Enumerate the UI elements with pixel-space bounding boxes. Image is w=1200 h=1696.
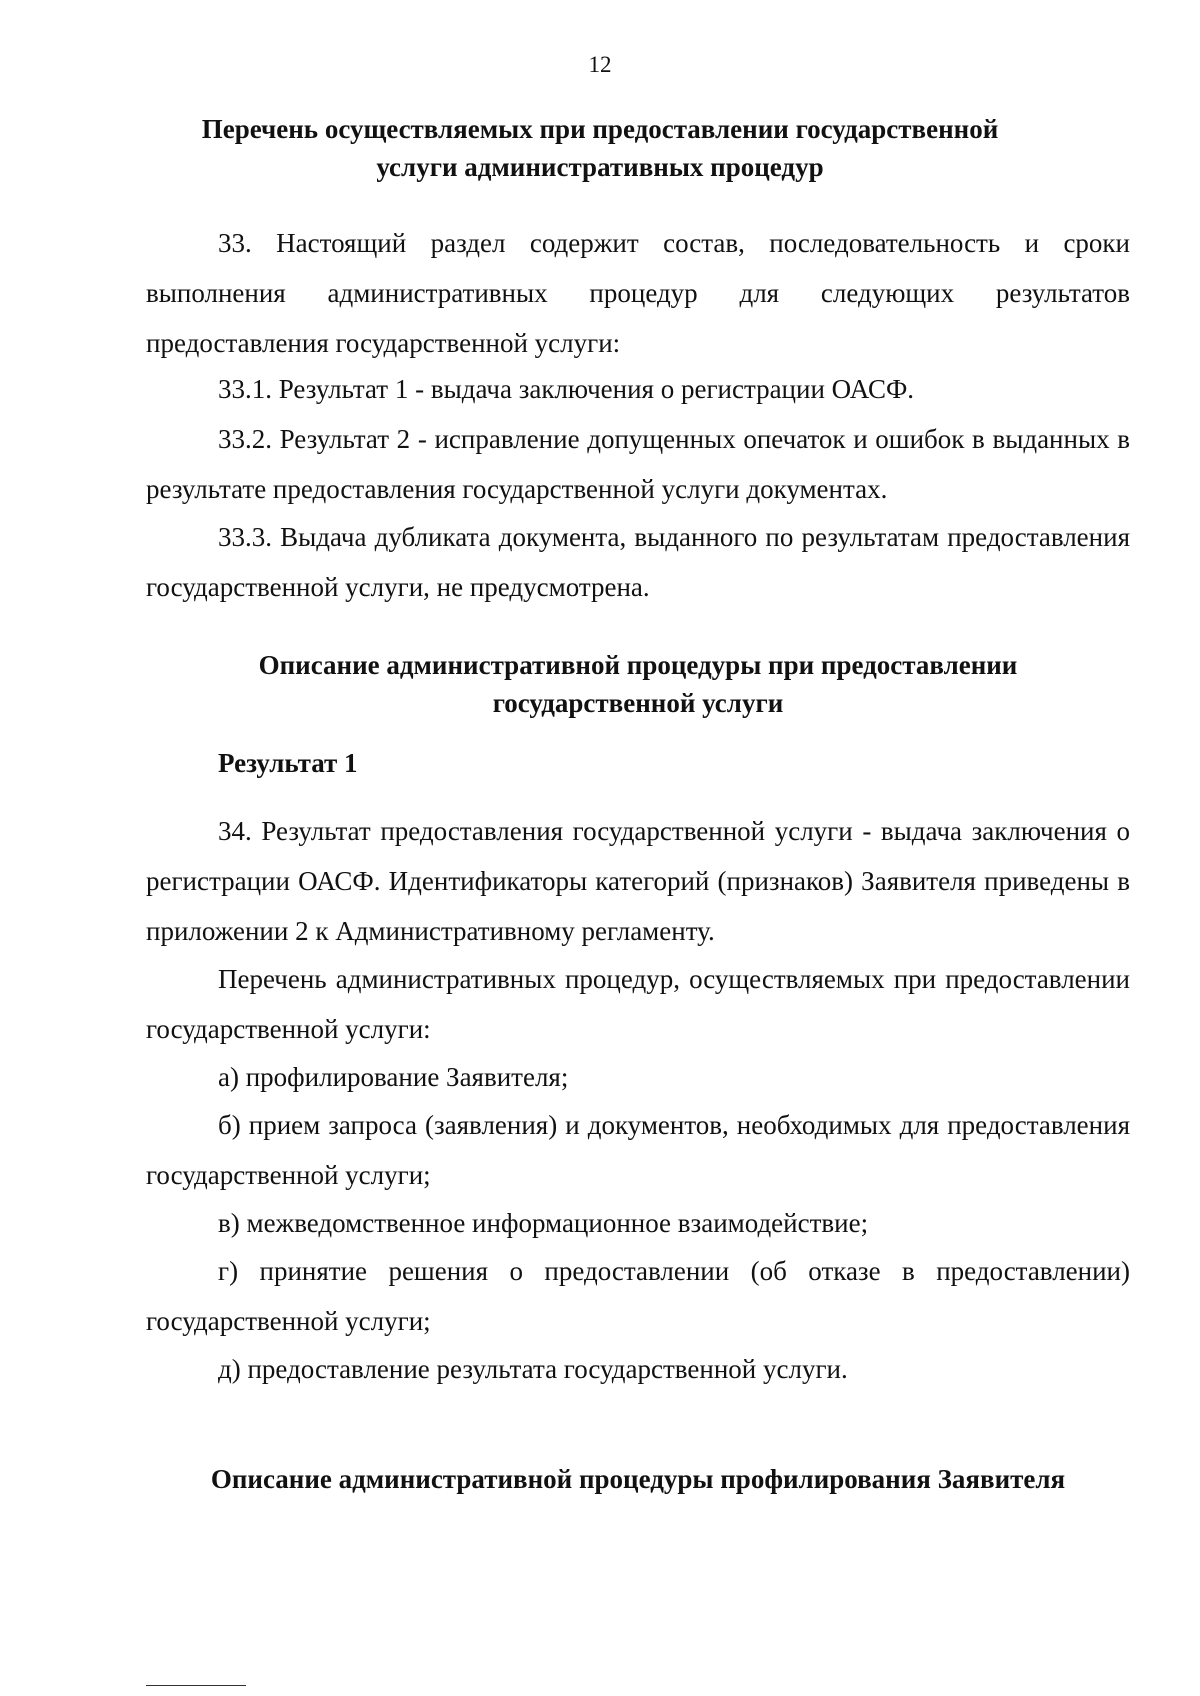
paragraph-procedures-list: Перечень административных процедур, осуществляемых при предоставлении государственной услуги: [146,964,1130,1044]
paragraph-34: 34. Результат предоставления государственной услуги - выдача заключения о регистрации ОАСФ. Идентификаторы категорий (признаков) Заявителя приведены в приложении 2 к Административному регламенту. [146,816,1130,946]
heading-line: услуги административных процедур [376,152,824,182]
subheading-result-1: Результат 1 [218,748,358,778]
paragraph-33: 33. Настоящий раздел содержит состав, последовательность и сроки выполнения административных процедур для следующих результатов предоставления государственной услуги: [146,228,1130,358]
page-number: 12 [588,52,612,77]
heading-line: Перечень осуществляемых при предоставлении государственной [201,114,999,144]
footer-rule [146,1685,246,1686]
section-heading-procedure-description [146,646,1130,722]
list-item-b: б) прием запроса (заявления) и документов, необходимых для предоставления государственной услуги; [146,1110,1130,1190]
list-item-a: а) профилирование Заявителя; [218,1062,569,1092]
paragraph-33-1: 33.1. Результат 1 - выдача заключения о регистрации ОАСФ. [218,374,915,404]
paragraph-33-2: 33.2. Результат 2 - исправление допущенных опечаток и ошибок в выданных в результате предоставления государственной услуги документах. [146,424,1130,504]
list-item-d: д) предоставление результата государственной услуги. [218,1354,848,1384]
list-item-v: в) межведомственное информационное взаимодействие; [218,1208,869,1238]
heading-line: государственной услуги [492,688,784,718]
list-item-g: г) принятие решения о предоставлении (об отказе в предоставлении) государственной услуги; [146,1256,1130,1336]
heading-line: Описание административной процедуры при предоставлении [258,650,1018,680]
paragraph-33-3: 33.3. Выдача дубликата документа, выданного по результатам предоставления государственной услуги, не предусмотрена. [146,522,1130,602]
section-heading-profiling: Описание административной процедуры профилирования Заявителя [210,1464,1066,1494]
section-heading-procedures-list [0,110,1200,186]
